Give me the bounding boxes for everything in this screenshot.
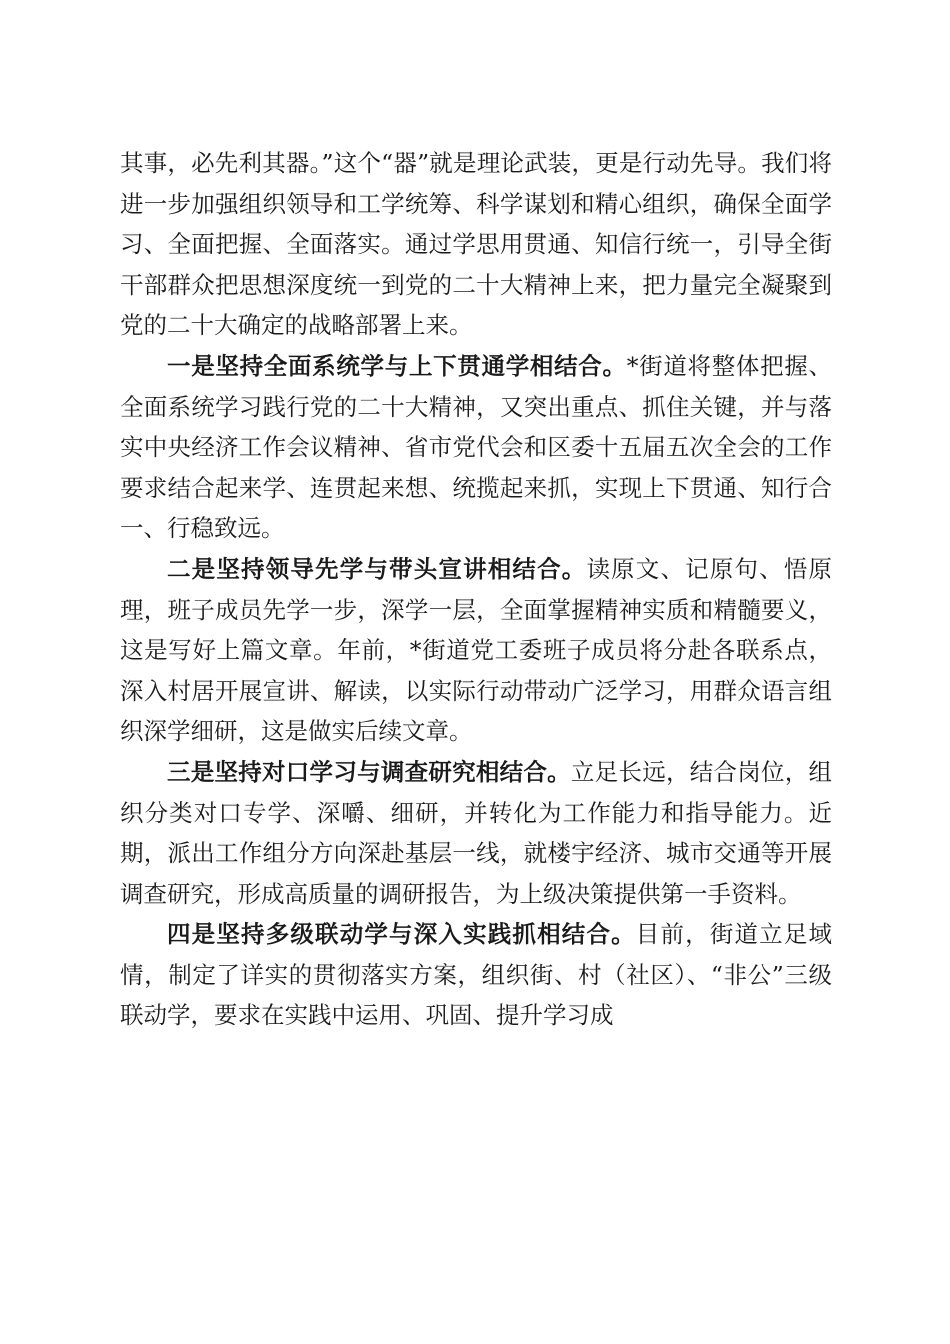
paragraph-text: 目前，街道立足域情，制定了详实的贯彻落实方案，组织街、村（社区）、“非公”三级联动学，要求在实践中运用、巩固、提升学习成 bbox=[120, 920, 833, 1030]
paragraph-continuation bbox=[120, 143, 832, 346]
paragraph-point-two bbox=[120, 549, 832, 752]
paragraph-point-three bbox=[120, 752, 832, 914]
paragraph-point-four bbox=[120, 914, 832, 1036]
paragraph-text: 读原文、记原句、悟原理，班子成员先学一步，深学一层，全面掌握精神实质和精髓要义，这是写好上篇文章。年前，*街道党工委班子成员将分赴各联系点，深入村居开展宣讲、解读，以实际行动带动广泛学习，用群众语言组织深学细研，这是做实后续文章。 bbox=[120, 554, 833, 746]
paragraph-lead: 二是坚持领导先学与带头宣讲相结合。 bbox=[167, 554, 587, 583]
paragraph-point-one bbox=[120, 346, 832, 549]
paragraph-lead: 四是坚持多级联动学与深入实践抓相结合。 bbox=[167, 920, 636, 949]
paragraph-text: 其事，必先利其器。”这个“器”就是理论武装，更是行动先导。我们将进一步加强组织领导和工学统筹、科学谋划和精心组织，确保全面学习、全面把握、全面落实。通过学思用贯通、知信行统一，引导全街干部群众把思想深度统一到党的二十大精神上来，把力量完全凝聚到党的二十大确定的战略部署上来。 bbox=[120, 149, 832, 340]
body-text bbox=[120, 143, 832, 1036]
paragraph-text: *街道将整体把握、全面系统学习践行党的二十大精神，又突出重点、抓住关键，并与落实中央经济工作会议精神、省市党代会和区委十五届五次全会的工作要求结合起来学、连贯起来想、统揽起来抓，实现上下贯通、知行合一、行稳致远。 bbox=[120, 351, 833, 543]
paragraph-lead: 三是坚持对口学习与调查研究相结合。 bbox=[167, 757, 571, 786]
paragraph-lead: 一是坚持全面系统学与上下贯通学相结合。 bbox=[167, 351, 627, 380]
paragraph-text: 立足长远，结合岗位，组织分类对口专学、深嚼、细研，并转化为工作能力和指导能力。近期，派出工作组分方向深赴基层一线，就楼宇经济、城市交通等开展调查研究，形成高质量的调研报告，为上级决策提供第一手资料。 bbox=[120, 757, 833, 908]
